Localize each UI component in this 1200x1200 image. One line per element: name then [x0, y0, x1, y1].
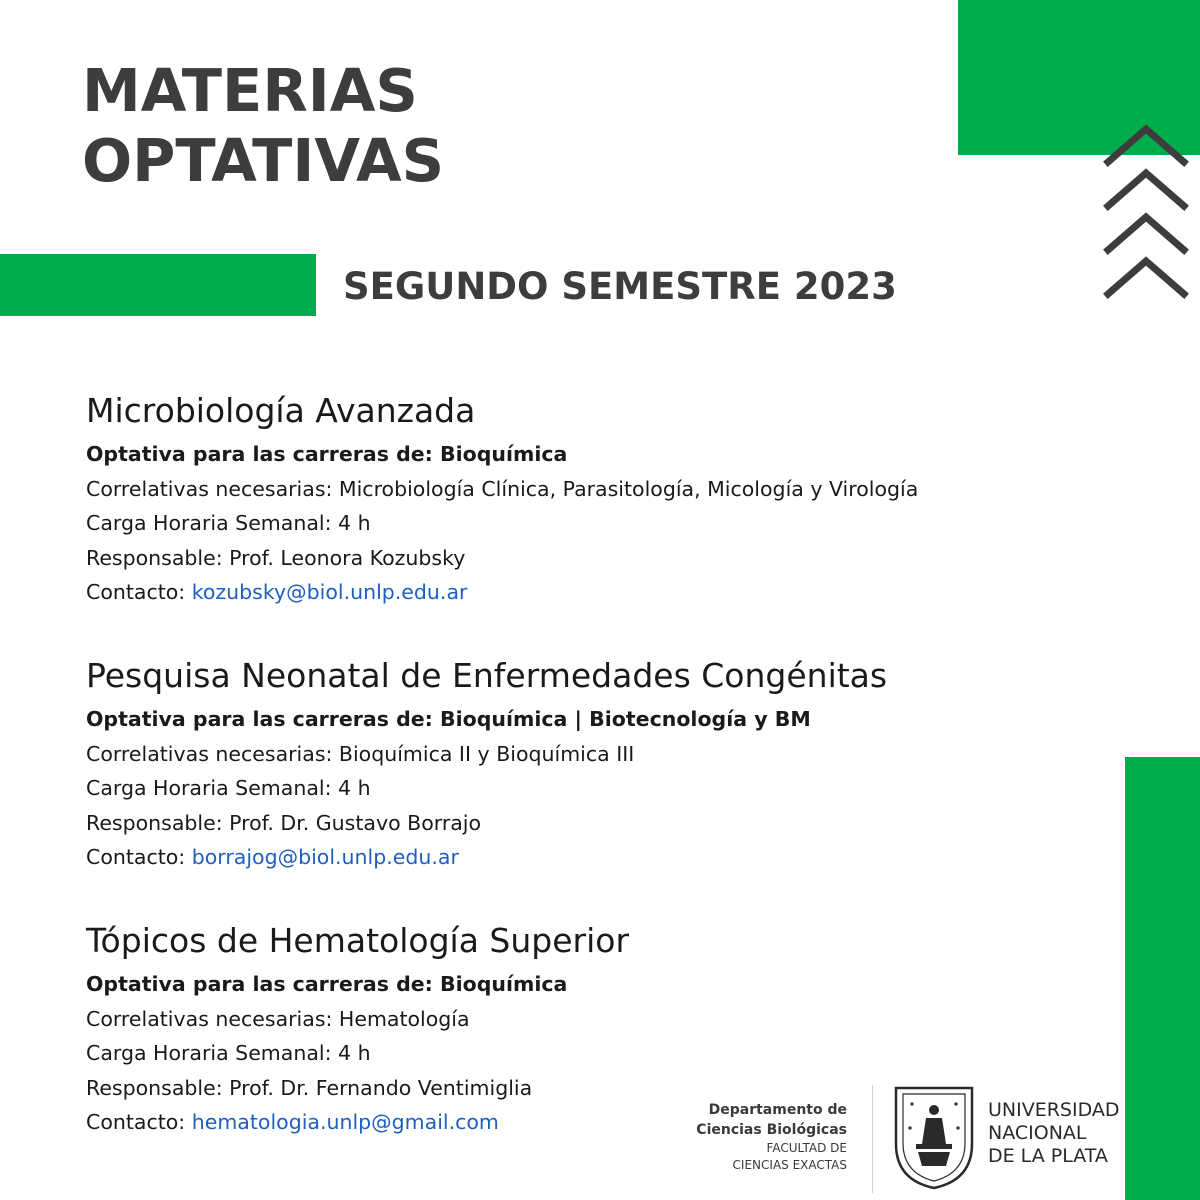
course-optativa: Optativa para las carreras de: Bioquímica: [86, 442, 568, 466]
title-line-2: OPTATIVAS: [82, 126, 445, 195]
contact-email-link[interactable]: hematologia.unlp@gmail.com: [191, 1110, 499, 1134]
course-carga-horaria: Carga Horaria Semanal: 4 h: [86, 776, 371, 800]
dept-line-2: Ciencias Biológicas: [696, 1122, 847, 1138]
university-line-1: UNIVERSIDAD: [988, 1099, 1120, 1121]
contacto-label: Contacto:: [86, 845, 192, 869]
university-logo-text: [988, 1099, 1120, 1168]
course-carga-horaria: Carga Horaria Semanal: 4 h: [86, 511, 371, 535]
course-contacto: [86, 840, 1086, 875]
contacto-label: Contacto:: [86, 1110, 192, 1134]
contact-email-link[interactable]: borrajog@biol.unlp.edu.ar: [191, 845, 459, 869]
chevron-up-stack-icon: [1100, 120, 1200, 310]
footer-divider: [872, 1085, 873, 1193]
department-logo-text: [640, 1100, 847, 1174]
course-correlativas: Correlativas necesarias: Microbiología Clínica, Parasitología, Micología y Virología: [86, 476, 919, 501]
course-optativa: Optativa para las carreras de: Bioquímica | Biotecnología y BM: [86, 707, 811, 731]
course-block: [86, 388, 1086, 610]
faculty-line-1: FACULTAD DE: [766, 1141, 847, 1155]
course-responsable: Responsable: Prof. Leonora Kozubsky: [86, 545, 466, 570]
course-optativa: Optativa para las carreras de: Bioquímica: [86, 972, 568, 996]
course-responsable: Responsable: Prof. Dr. Gustavo Borrajo: [86, 810, 482, 835]
university-line-3: DE LA PLATA: [988, 1145, 1108, 1167]
course-title: Microbiología Avanzada: [86, 391, 476, 430]
university-line-2: NACIONAL: [988, 1122, 1087, 1144]
green-bar-left: [0, 254, 316, 316]
contacto-label: Contacto:: [86, 580, 192, 604]
course-correlativas: Correlativas necesarias: Hematología: [86, 1006, 470, 1031]
course-title: Pesquisa Neonatal de Enfermedades Congénitas: [86, 656, 888, 695]
university-seal-icon: [888, 1082, 980, 1192]
dept-line-1: Departamento de: [708, 1102, 847, 1118]
course-carga-horaria: Carga Horaria Semanal: 4 h: [86, 1041, 371, 1065]
contact-email-link[interactable]: kozubsky@biol.unlp.edu.ar: [191, 580, 468, 604]
course-correlativas: Correlativas necesarias: Bioquímica II y Bioquímica III: [86, 741, 635, 766]
course-block: [86, 653, 1086, 875]
page-title: [82, 56, 444, 196]
title-line-1: MATERIAS: [82, 56, 418, 125]
green-block-bottom-right: [1125, 757, 1200, 1200]
course-title: Tópicos de Hematología Superior: [86, 921, 630, 960]
semester-subtitle: SEGUNDO SEMESTRE 2023: [343, 265, 897, 308]
course-responsable: Responsable: Prof. Dr. Fernando Ventimiglia: [86, 1075, 533, 1100]
faculty-line-2: CIENCIAS EXACTAS: [732, 1158, 847, 1172]
course-contacto: [86, 575, 1086, 610]
